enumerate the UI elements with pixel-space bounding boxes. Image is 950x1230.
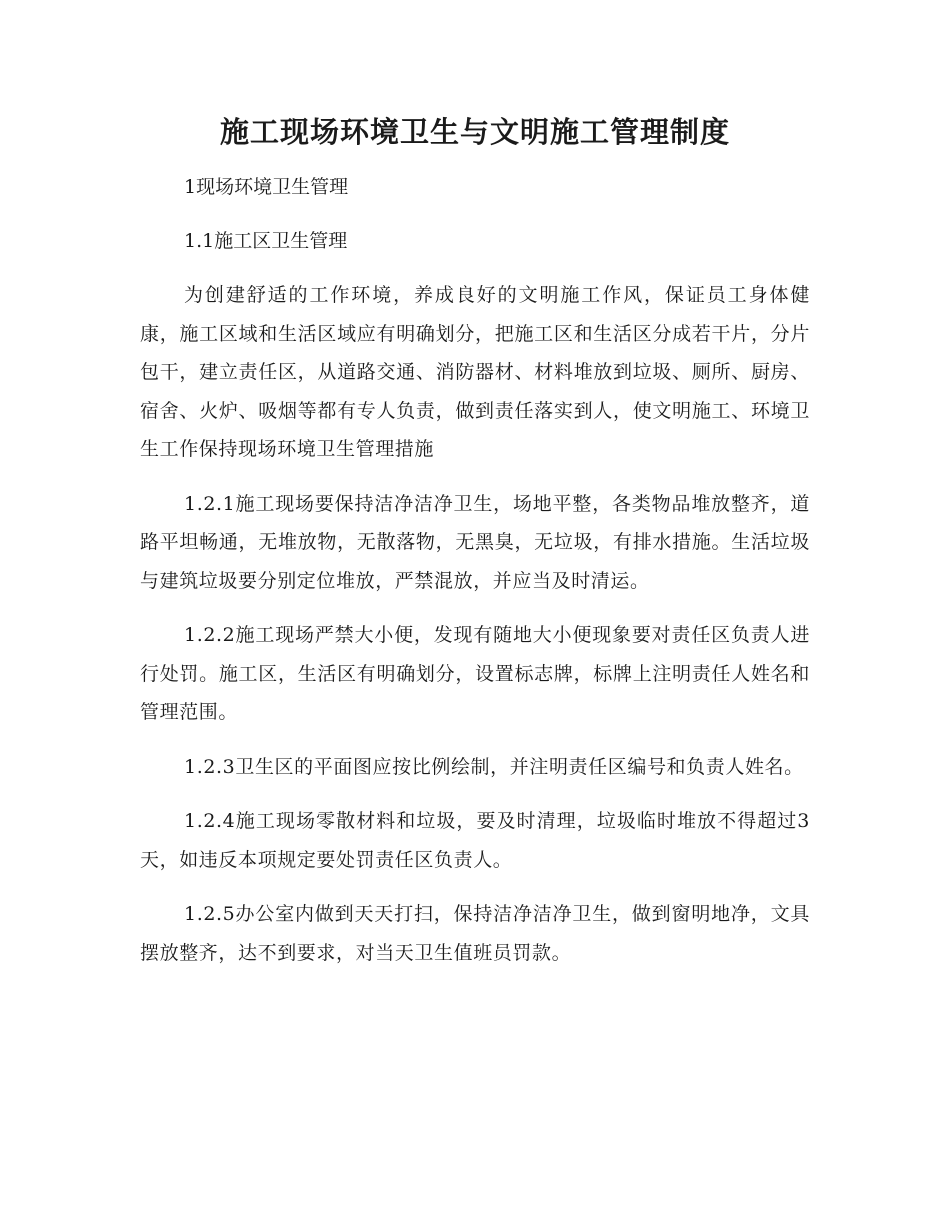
paragraph-intro: 为创建舒适的工作环境，养成良好的文明施工作风，保证员工身体健康，施工区域和生活区域应有明确划分，把施工区和生活区分成若干片，分片包干，建立责任区，从道路交通、消防器材、材料堆放到垃圾、厕所、厨房、宿舍、火炉、吸烟等都有专人负责，做到责任落实到人，使文明施工、环境卫生工作保持现场环境卫生管理措施 bbox=[140, 284, 810, 460]
paragraph-1-2-4: 1.2.4施工现场零散材料和垃圾，要及时清理，垃圾临时堆放不得超过3天，如违反本项规定要处罚责任区负责人。 bbox=[140, 810, 810, 871]
paragraph-1-2-2: 1.2.2施工现场严禁大小便，发现有随地大小便现象要对责任区负责人进行处罚。施工区，生活区有明确划分，设置标志牌，标牌上注明责任人姓名和管理范围。 bbox=[140, 624, 810, 723]
document-title: 施工现场环境卫生与文明施工管理制度 bbox=[219, 115, 730, 149]
paragraph-1-2-3: 1.2.3卫生区的平面图应按比例绘制，并注明责任区编号和负责人姓名。 bbox=[184, 755, 804, 778]
paragraph-1-2-5: 1.2.5办公室内做到天天打扫，保持洁净洁净卫生，做到窗明地净，文具摆放整齐，达不到要求，对当天卫生值班员罚款。 bbox=[140, 903, 810, 964]
paragraph-1-2-1: 1.2.1施工现场要保持洁净洁净卫生，场地平整，各类物品堆放整齐，道路平坦畅通，无堆放物，无散落物，无黑臭，无垃圾，有排水措施。生活垃圾与建筑垃圾要分别定位堆放，严禁混放，并应当及时清运。 bbox=[140, 492, 810, 592]
section-heading-1: 1现场环境卫生管理 bbox=[184, 176, 349, 198]
section-heading-1-1: 1.1施工区卫生管理 bbox=[184, 230, 348, 252]
